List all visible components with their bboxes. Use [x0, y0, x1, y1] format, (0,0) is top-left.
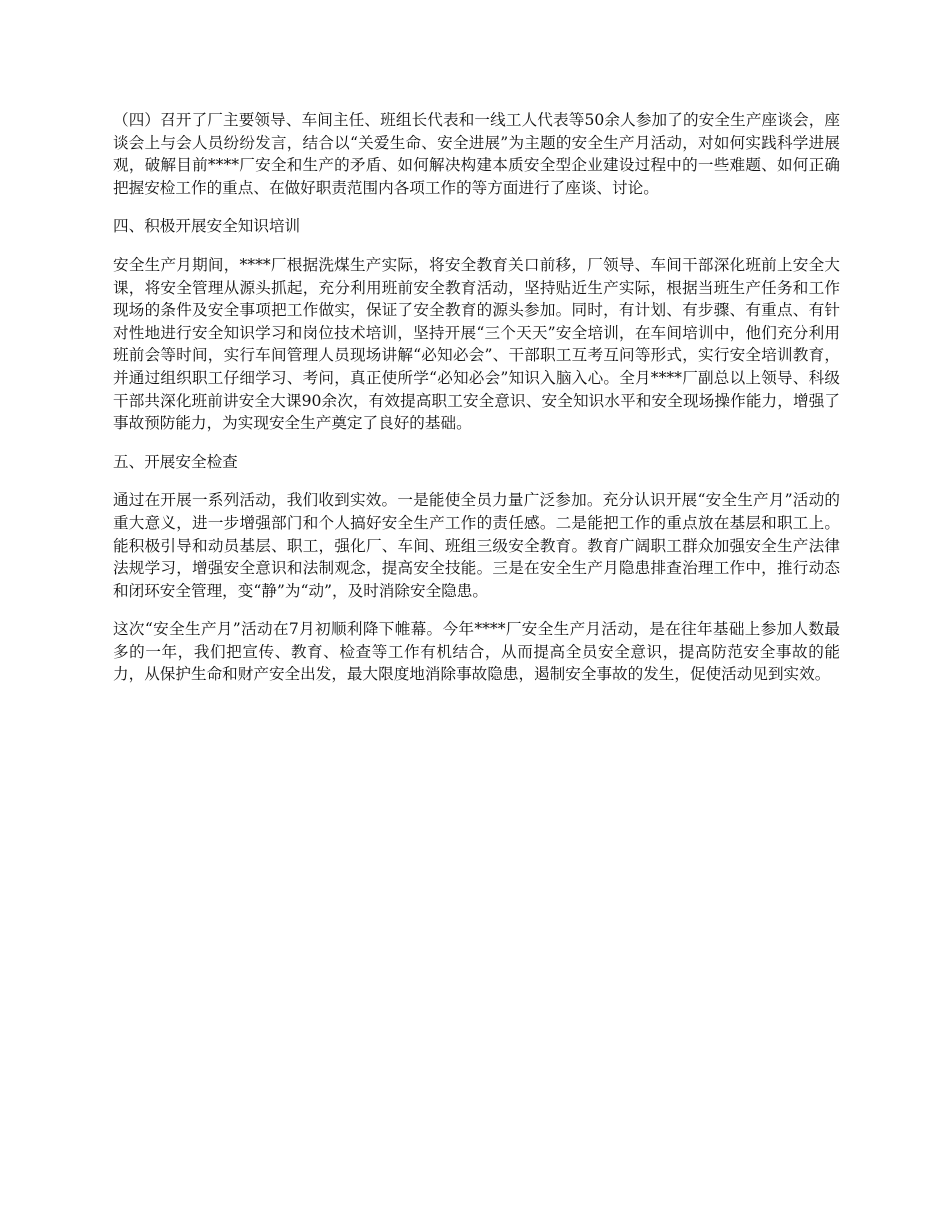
- paragraph-conclusion: 这次“安全生产月”活动在7月初顺利降下帷幕。今年****厂安全生产月活动，是在往年基础上参加人数最多的一年，我们把宣传、教育、检查等工作有机结合，从而提高全员安全意识，提高防范安全事故的能力，从保护生命和财产安全出发，最大限度地消除事故隐患，遏制安全事故的发生，促使活动见到实效。: [113, 620, 840, 684]
- document-page: [113, 109, 840, 702]
- paragraph-inspection: 通过在开展一系列活动，我们收到实效。一是能使全员力量广泛参加。充分认识开展“安全生产月”活动的重大意义，进一步增强部门和个人搞好安全生产工作的责任感。二是能把工作的重点放在基层和职工上。能积极引导和动员基层、职工，强化厂、车间、班组三级安全教育。教育广阔职工群众加强安全生产法律法规学习，增强安全意识和法制观念，提高安全技能。三是在安全生产月隐患排查治理工作中，推行动态和闭环安全管理，变“静”为“动”，及时消除安全隐患。: [113, 491, 840, 600]
- paragraph-forum-meeting: （四）召开了厂主要领导、车间主任、班组长代表和一线工人代表等50余人参加了的安全生产座谈会，座谈会上与会人员纷纷发言，结合以“关爱生命、安全进展”为主题的安全生产月活动，对如何实践科学进展观，破解目前****厂安全和生产的矛盾、如何解决构建本质安全型企业建设过程中的一些难题、如何正确把握安检工作的重点、在做好职责范围内各项工作的等方面进行了座谈、讨论。: [113, 111, 840, 197]
- section-heading-training: 四、积极开展安全知识培训: [113, 217, 301, 236]
- paragraph-training: 安全生产月期间，****厂根据洗煤生产实际，将安全教育关口前移，厂领导、车间干部深化班前上安全大课，将安全管理从源头抓起，充分利用班前安全教育活动，坚持贴近生产实际，根据当班生产任务和工作现场的条件及安全事项把工作做实，保证了安全教育的源头参加。同时，有计划、有步骤、有重点、有针对性地进行安全知识学习和岗位技术培训，坚持开展“三个天天”安全培训，在车间培训中，他们充分利用班前会等时间，实行车间管理人员现场讲解“必知必会”、干部职工互考互问等形式，实行安全培训教育，并通过组织职工仔细学习、考问，真正使所学“必知必会”知识入脑入心。全月****厂副总以上领导、科级干部共深化班前讲安全大课90余次，有效提高职工安全意识、安全知识水平和安全现场操作能力，增强了事故预防能力，为实现安全生产奠定了良好的基础。: [113, 255, 840, 433]
- section-heading-inspection: 五、开展安全检查: [113, 452, 238, 471]
